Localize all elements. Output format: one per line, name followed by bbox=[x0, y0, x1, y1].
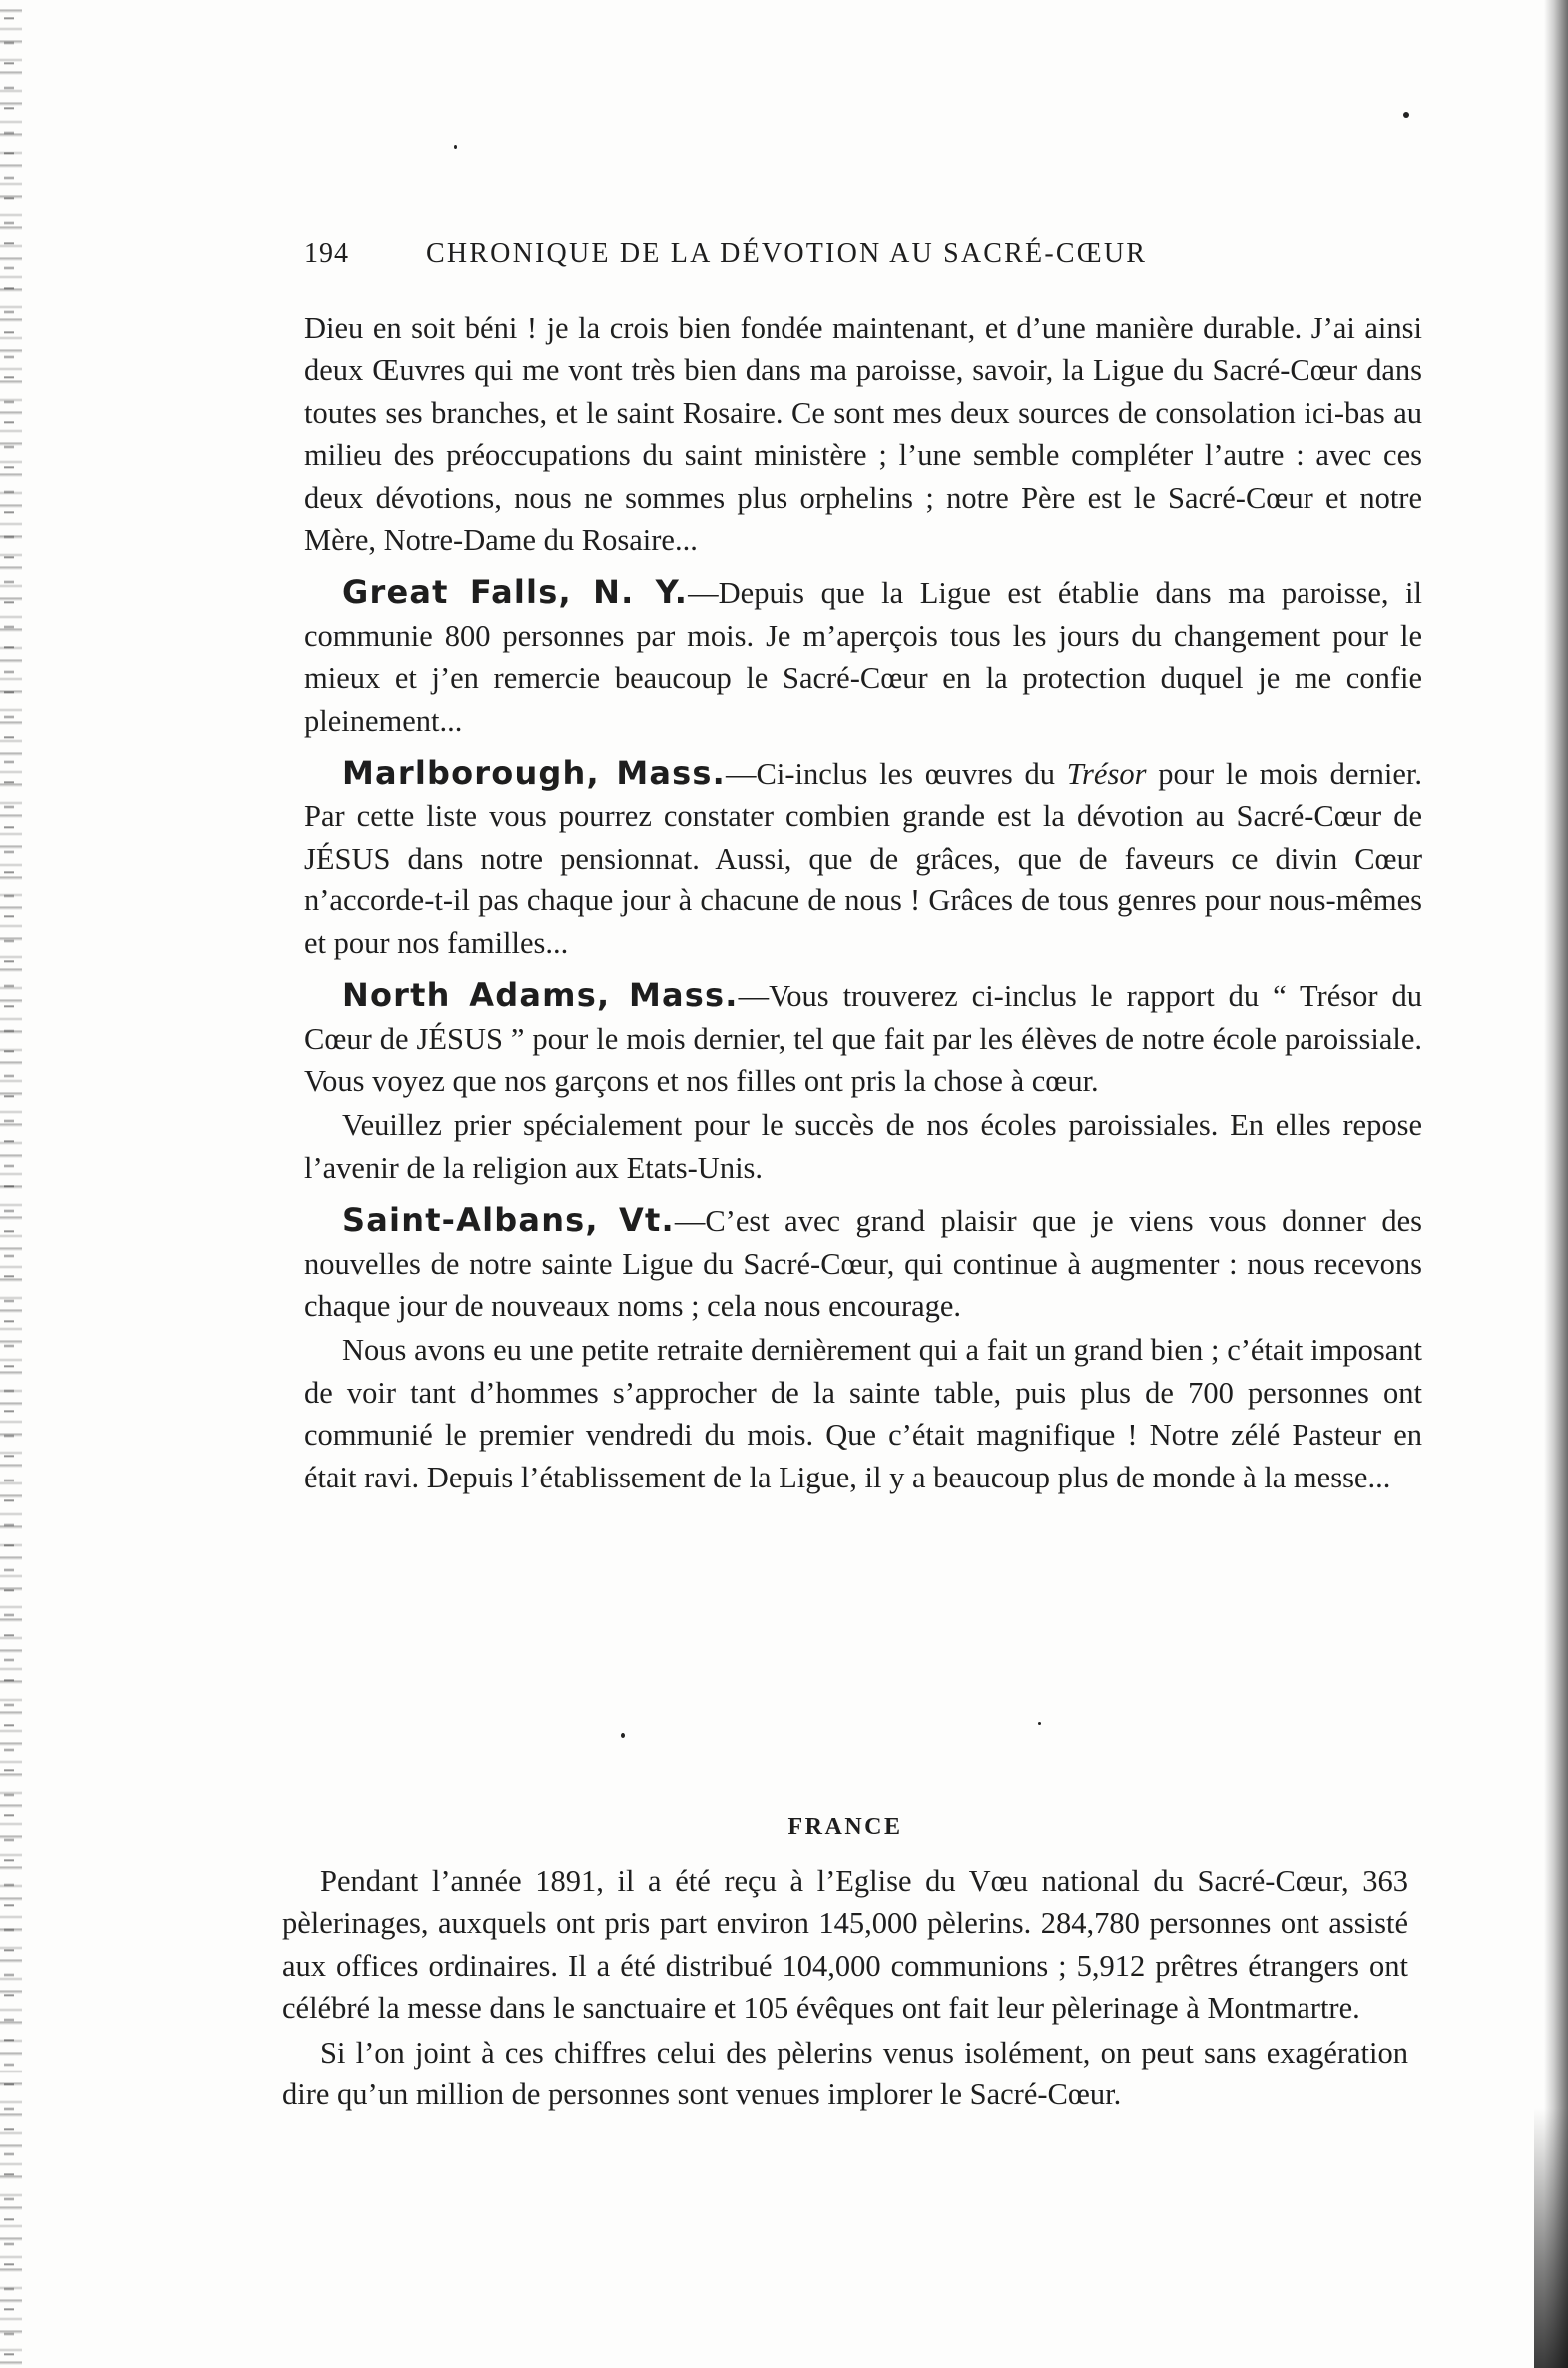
scan-edge-left-specks bbox=[4, 0, 14, 2368]
paragraph-text: —Vous trouverez ci-inclus le rapport du “ Trésor du Cœur de JÉSUS ” pour le mois dernier, tel que fait par les élèves de notre école paroissiale. Vous voyez que nos garçons et nos filles ont pris la chose à cœur. bbox=[304, 979, 1422, 1098]
place-name: Saint-Albans, Vt. bbox=[342, 1201, 675, 1240]
france-section bbox=[282, 1800, 1408, 2115]
page-number: 194 bbox=[304, 238, 349, 269]
place-name: North Adams, Mass. bbox=[342, 976, 739, 1015]
place-name: Marlborough, Mass. bbox=[342, 754, 727, 793]
letter-entry bbox=[304, 974, 1422, 1102]
scan-speck bbox=[1403, 112, 1409, 118]
paragraph-text: pour le mois dernier. Par cette liste vous pourrez constater combien grande est la dévotion au Sacré-Cœur de JÉSUS dans notre pensionnat. Aussi, que de grâces, que de faveurs ce divin Cœur n’accorde-t-il pas chaque jour à chacune de nous ! Grâces de tous genres pour nous-mêmes et pour nos familles... bbox=[304, 757, 1422, 960]
paragraph bbox=[304, 1104, 1422, 1189]
section-heading: FRANCE bbox=[787, 1814, 903, 1840]
paragraph bbox=[282, 2032, 1408, 2116]
paragraph-text: —Ci-inclus les œuvres du bbox=[726, 757, 1067, 792]
paragraph-text: Pendant l’année 1891, il a été reçu à l’Eglise du Vœu national du Sacré-Cœur, 363 pèlerinages, auxquels ont pris part environ 145,000 pèlerins. 284,780 personnes ont assisté aux offices ordinaires. Il a été distribué 104,000 communions ; 5,912 prêtres étrangers ont célébré la messe dans le sanctuaire et 105 évêques ont fait leur pèlerinage à Montmartre. bbox=[282, 1864, 1408, 2026]
running-header bbox=[304, 238, 1303, 278]
letter-entry bbox=[304, 571, 1422, 742]
paragraph-text: Dieu en soit béni ! je la crois bien fondée maintenant, et d’une manière durable. J’ai ainsi deux Œuvres qui me vont très bien dans ma paroisse, savoir, la Ligue du Sacré-Cœur dans toutes ses branches, et le saint Rosaire. Ce sont mes deux sources de consolation ici-bas au milieu des préoccupations du saint ministère ; l’une semble compléter l’autre : avec ces deux dévotions, nous ne sommes plus orphelins ; notre Père est le Sacré-Cœur et notre Mère, Notre-Dame du Rosaire... bbox=[304, 311, 1422, 558]
paragraph bbox=[282, 1860, 1408, 2030]
scan-speck bbox=[454, 145, 457, 149]
paragraph-text: —C’est avec grand plaisir que je viens vous donner des nouvelles de notre sainte Ligue du Sacré-Cœur, qui continue à augmenter : nous recevons chaque jour de nouveaux noms ; cela nous encourage. bbox=[304, 1204, 1422, 1323]
paragraph bbox=[304, 307, 1422, 561]
letter-entry bbox=[304, 1199, 1422, 1327]
scan-edge-right-shadow bbox=[1534, 2108, 1568, 2368]
paragraph-text: —Depuis que la Ligue est établie dans ma paroisse, il communie 800 personnes par mois. Je m’aperçois tous les jours du changement pour le mieux et j’en remercie beaucoup le Sacré-Cœur en la protection duquel je me confie pleinement... bbox=[304, 576, 1422, 738]
paragraph-text: Nous avons eu une petite retraite dernièrement qui a fait un grand bien ; c’était imposant de voir tant d’hommes s’approcher de la sainte table, puis plus de 700 personnes ont communié le premier vendredi du mois. Que c’était magnifique ! Notre zélé Pasteur en était ravi. Depuis l’établissement de la Ligue, il y a beaucoup plus de monde à la messe... bbox=[304, 1333, 1422, 1494]
paragraph-text: Si l’on joint à ces chiffres celui des pèlerins venus isolément, on peut sans exagération dire qu’un million de personnes sont venues implorer le Sacré-Cœur. bbox=[282, 2035, 1408, 2112]
running-title: CHRONIQUE DE LA DÉVOTION AU SACRÉ-CŒUR bbox=[426, 238, 1148, 269]
body-text bbox=[304, 307, 1422, 1498]
place-name: Great Falls, N. Y. bbox=[342, 573, 689, 612]
scan-edge-right bbox=[1544, 0, 1568, 2368]
scan-speck bbox=[1038, 1722, 1041, 1725]
paragraph bbox=[304, 1329, 1422, 1498]
scan-speck bbox=[621, 1733, 625, 1738]
paragraph-text: Veuillez prier spécialement pour le succès de nos écoles paroissiales. En elles repose l’avenir de la religion aux Etats-Unis. bbox=[304, 1108, 1422, 1185]
italic-title: Trésor bbox=[1066, 757, 1147, 792]
letter-entry bbox=[304, 752, 1422, 964]
